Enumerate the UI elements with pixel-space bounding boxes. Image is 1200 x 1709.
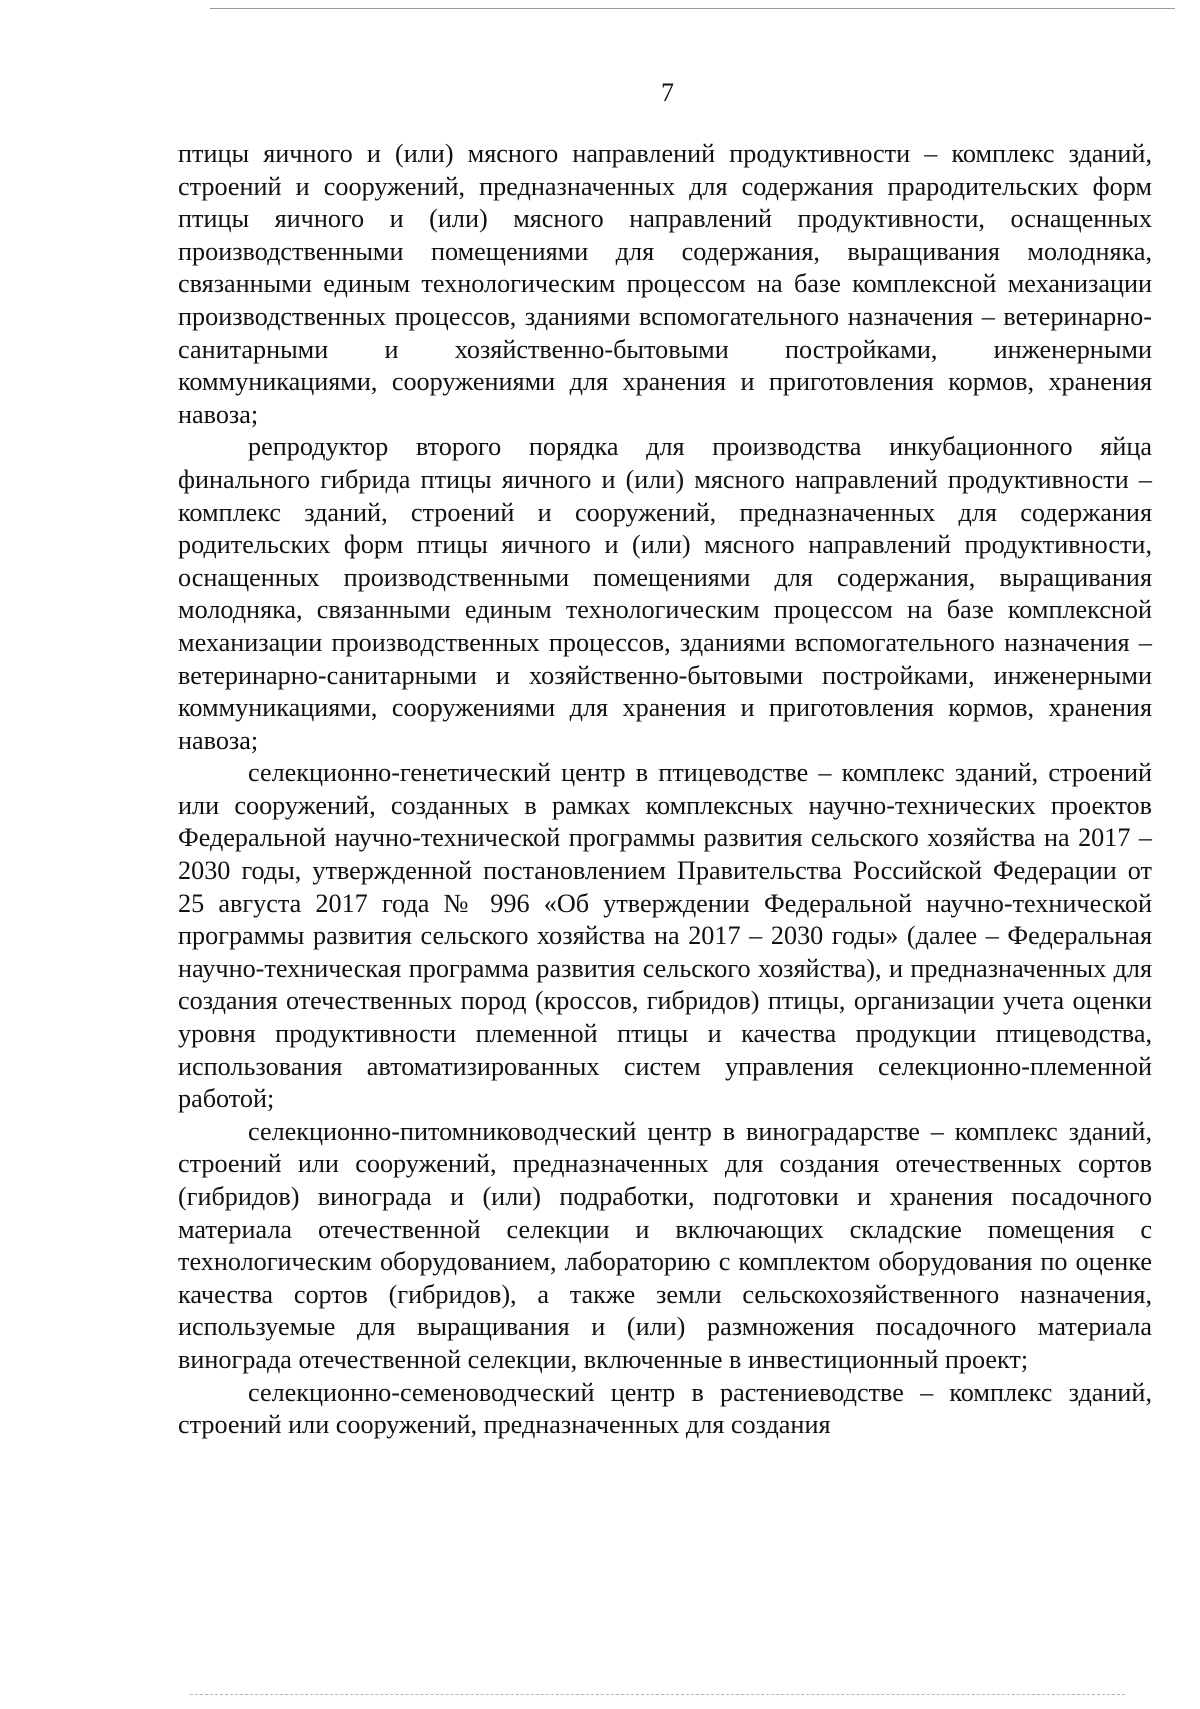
paragraph-crop-seed-center: селекционно-семеноводческий центр в растениеводстве – комплекс зданий, строений или сооружений, предназначенных для создания xyxy=(178,1377,1152,1440)
paragraph-second-order-reproducer: репродуктор второго порядка для производства инкубационного яйца финального гибрида птицы яичного и (или) мясного направлений продуктивности – комплекс зданий, строений и сооружений, предназначенных для содержания родительских форм птицы яичного и (или) мясного направлений продуктивности, оснащенных производственными помещениями для содержания, выращивания молодняка, связанными единым технологическим процессом на базе комплексной механизации производственных процессов, зданиями вспомогательного назначения – ветеринарно-санитарными и хозяйственно-бытовыми постройками, инженерными коммуникациями, сооружениями для хранения и приготовления кормов, хранения навоза; xyxy=(178,432,1152,755)
paragraph-poultry-genetic-center: селекционно-генетический центр в птицеводстве – комплекс зданий, строений или сооружений, созданных в рамках комплексных научно-технических проектов Федеральной научно-технической программы развития сельского хозяйства на 2017 – 2030 годы, утвержденной постановлением Правительства Российской Федерации от 25 августа 2017 года № 996 «Об утверждении Федеральной научно-технической программы развития сельского хозяйства на 2017 – 2030 годы» (далее – Федеральная научно-техническая программа развития сельского хозяйства), и предназначенных для создания отечественных пород (кроссов, гибридов) птицы, организации учета оценки уровня продуктивности племенной птицы и качества продукции птицеводства, использования автоматизированных систем управления селекционно-племенной работой; xyxy=(178,758,1152,1114)
paragraph-poultry-grandparent-continuation: птицы яичного и (или) мясного направлений продуктивности – комплекс зданий, строений и сооружений, предназначенных для содержания прародительских форм птицы яичного и (или) мясного направлений продуктивности, оснащенных производственными помещениями для содержания, выращивания молодняка, связанными единым технологическим процессом на базе комплексной механизации производственных процессов, зданиями вспомогательного назначения – ветеринарно-санитарными и хозяйственно-бытовыми постройками, инженерными коммуникациями, сооружениями для хранения и приготовления кормов, хранения навоза; xyxy=(178,139,1152,429)
top-scan-rule xyxy=(210,8,1175,9)
bottom-scan-rule xyxy=(190,1694,1125,1695)
page-number: 7 xyxy=(661,78,674,107)
document-body xyxy=(178,138,1152,1442)
paragraph-viticulture-nursery-center: селекционно-питомниководческий центр в виноградарстве – комплекс зданий, строений или сооружений, предназначенных для создания отечественных сортов (гибридов) винограда и (или) подработки, подготовки и хранения посадочного материала отечественной селекции и включающих складские помещения с технологическим оборудованием, лабораторию с комплектом оборудования по оценке качества сортов (гибридов), а также земли сельскохозяйственного назначения, используемые для выращивания и (или) размножения посадочного материала винограда отечественной селекции, включенные в инвестиционный проект; xyxy=(178,1116,1152,1374)
